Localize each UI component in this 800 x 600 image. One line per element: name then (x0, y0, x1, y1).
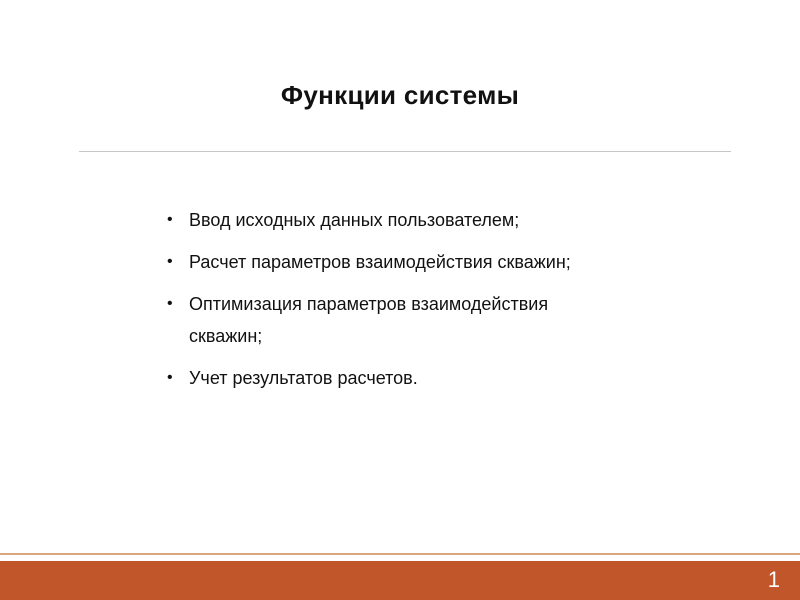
list-item-text: Ввод исходных данных пользователем; (189, 210, 520, 230)
page-number: 1 (767, 567, 780, 592)
slide-title: Функции системы (280, 80, 520, 110)
list-item (163, 362, 723, 394)
bullet-icon: • (167, 253, 173, 270)
footer-bar (0, 561, 800, 600)
list-item (163, 288, 723, 352)
footer-accent-line (0, 553, 800, 559)
list-item-text-continued: скважин; (189, 326, 263, 346)
bullet-icon: • (167, 295, 173, 312)
title-divider (79, 151, 731, 152)
list-item-text: Оптимизация параметров взаимодействия (189, 294, 549, 314)
bullet-icon: • (167, 211, 173, 228)
bullet-list (163, 204, 723, 404)
list-item (163, 204, 723, 236)
list-item-text: Учет результатов расчетов. (189, 368, 418, 388)
list-item (163, 246, 723, 278)
bullet-icon: • (167, 369, 173, 386)
list-item-text: Расчет параметров взаимодействия скважин; (189, 252, 571, 272)
